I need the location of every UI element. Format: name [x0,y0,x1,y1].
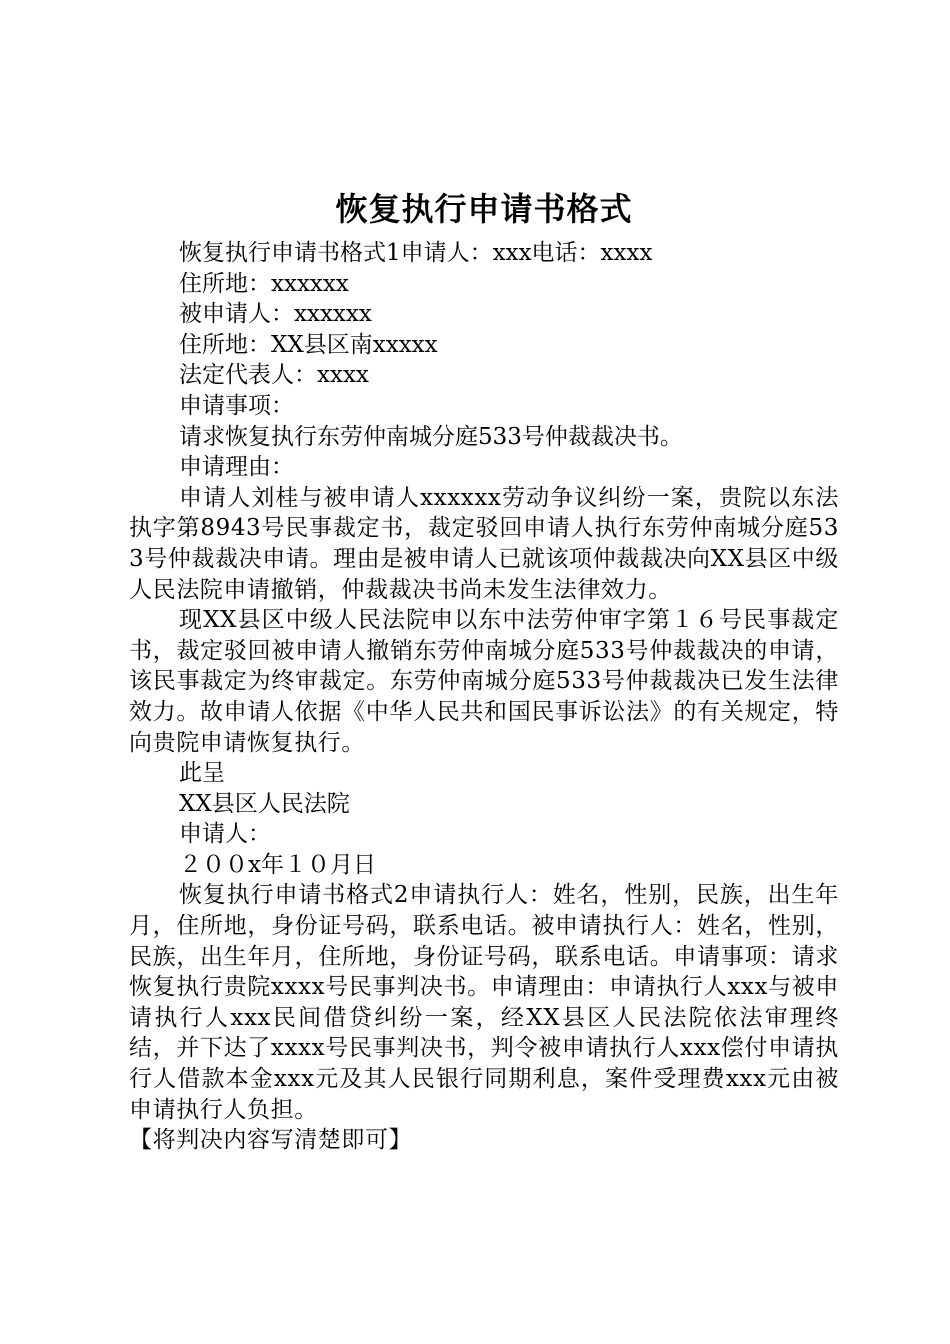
paragraph-reason-1: 申请人刘桂与被申请人xxxxxx劳动争议纠纷一案，贵院以东法执字第8943号民事裁定书，裁定驳回申请人执行东劳仲南城分庭533号仲裁裁决申请。理由是被申请人已就该项仲裁裁决向XX县区中级人民法院申请撤销，仲裁裁决书尚未发生法律效力。 [129,484,839,603]
text-line-applicant: 恢复执行申请书格式1申请人：xxx电话：xxxx [179,240,653,266]
text-line-note: 【将判决内容写清楚即可】 [129,1127,413,1154]
text-line-legal-representative: 法定代表人：xxxx [179,362,369,389]
text-line-respondent: 被申请人：xxxxxx [179,301,372,328]
text-line-respondent-address: 住所地：XX县区南xxxxx [179,331,438,358]
text-line-signature: 申请人： [179,821,271,848]
text-line-request-heading: 申请事项： [179,392,294,419]
paragraph-reason-2: 现XX县区中级人民法院申以东中法劳仲审字第１６号民事裁定书，裁定驳回被申请人撤销东劳仲南城分庭533号仲裁裁决的申请，该民事裁定为终审裁定。东劳仲南城分庭533号仲裁裁决已发生法律效力。故申请人依据《中华人民共和国民事诉讼法》的有关规定，特向贵院申请恢复执行。 [129,607,839,756]
document-title: 恢复执行申请书格式 [335,190,633,228]
paragraph-format-2: 恢复执行申请书格式2申请执行人：姓名，性别，民族，出生年月，住所地，身份证号码，联系电话。被申请执行人：姓名，性别，民族，出生年月，住所地，身份证号码，联系电话。申请事项：请求恢复执行贵院xxxx号民事判决书。申请理由：申请执行人xxx与被申请执行人xxx民间借贷纠纷一案，经XX县区人民法院依法审理终结，并下达了xxxx号民事判决书，判令被申请执行人xxx偿付申请执行人借款本金xxx元及其人民银行同期利息，案件受理费xxx元由被申请执行人负担。 [129,882,839,1123]
text-line-address: 住所地：xxxxxx [179,270,349,297]
text-line-reason-heading: 申请理由： [179,454,294,481]
document-page [129,186,839,1156]
text-line-submit: 此呈 [179,760,225,787]
text-line-request: 请求恢复执行东劳仲南城分庭533号仲裁裁决书。 [179,423,683,450]
text-line-court: XX县区人民法院 [179,790,350,817]
text-line-date: ２００x年１０月日 [179,851,376,878]
